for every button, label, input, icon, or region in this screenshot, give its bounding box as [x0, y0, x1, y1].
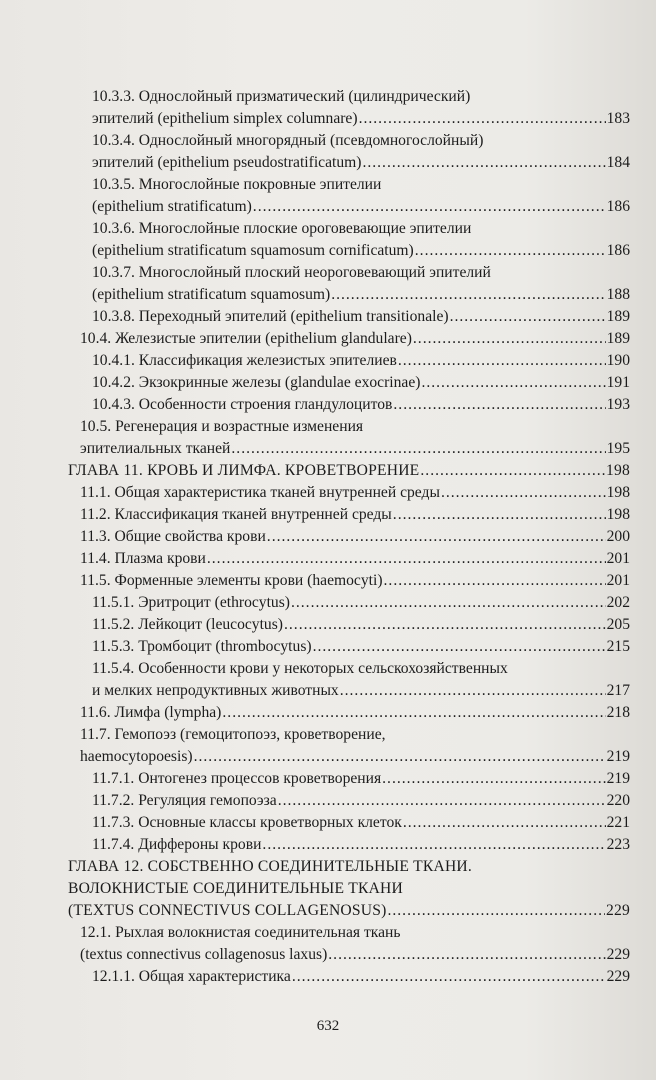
toc-entry-row: [80, 702, 630, 724]
toc-entry-title-line: 12.1.1. Общая характеристика: [92, 968, 291, 985]
toc-entry-title-line: 10.5. Регенерация и возрастные изменения: [80, 418, 364, 435]
toc-entry-row: [68, 460, 630, 482]
toc-entry-title-line: (TEXTUS CONNECTIVUS COLLAGENOSUS): [68, 902, 387, 919]
toc-entry-page-number: 221: [606, 814, 630, 831]
toc-entry-title-line: 10.4.3. Особенности строения гландулоцитов: [92, 396, 393, 413]
dot-leader: [403, 812, 606, 834]
dot-leader: [231, 438, 605, 460]
dot-leader: [328, 944, 605, 966]
page-number: 632: [316, 1018, 340, 1034]
toc-entry-page-number: 219: [606, 748, 630, 765]
toc-entry-title-line: 11.5. Форменные элементы крови (haemocyti): [80, 572, 383, 589]
toc-entry: [68, 658, 630, 702]
dot-leader: [359, 108, 606, 130]
toc-entry-page-number: 190: [606, 352, 630, 369]
toc-entry-page-number: 219: [606, 770, 630, 787]
toc-entry: [68, 702, 630, 724]
toc-entry-page-number: 189: [606, 308, 630, 325]
toc-entry-title-line: 10.4.2. Экзокринные железы (glandulae exocrinae): [92, 374, 421, 391]
toc-entry: [68, 724, 630, 768]
toc-entry: [68, 570, 630, 592]
dot-leader: [340, 680, 606, 702]
dot-leader: [393, 504, 606, 526]
toc-entry-title-line: 11.5.2. Лейкоцит (leucocytus): [92, 616, 283, 633]
toc-entry-title-line: 10.4.1. Классификация железистых эпителиев: [92, 352, 397, 369]
toc-entry-title-line: 10.3.4. Однослойный многорядный (псевдомногослойный): [92, 132, 484, 149]
dot-leader: [267, 526, 606, 548]
toc-entry-page-number: 201: [606, 550, 630, 567]
toc-entry-page-number: 183: [606, 110, 630, 127]
toc-entry-page-number: 195: [606, 440, 630, 457]
toc-entry: [68, 394, 630, 416]
toc-entry-title-line: 12.1. Рыхлая волокнистая соединительная ткань: [80, 924, 401, 941]
toc-entry-row: [92, 350, 630, 372]
toc-entry-row: [80, 526, 630, 548]
dot-leader: [393, 394, 605, 416]
toc-entry-row: [92, 834, 630, 856]
dot-leader: [331, 284, 605, 306]
dot-leader: [387, 900, 605, 922]
table-of-contents: [68, 86, 630, 988]
dot-leader: [292, 966, 606, 988]
toc-entry-page-number: 205: [606, 616, 630, 633]
toc-entry: [68, 768, 630, 790]
toc-entry-page-number: 202: [606, 594, 630, 611]
toc-entry-title-line: 11.7.4. Диффероны крови: [92, 836, 262, 853]
toc-entry: [68, 614, 630, 636]
toc-entry-page-number: 186: [606, 242, 630, 259]
toc-entry: [68, 174, 630, 218]
toc-entry-page-number: 220: [606, 792, 630, 809]
toc-entry-row: [80, 746, 630, 768]
dot-leader: [194, 746, 606, 768]
toc-entry-row: [92, 636, 630, 658]
toc-entry: [68, 966, 630, 988]
toc-chapter-entry: [68, 460, 630, 482]
toc-entry-page-number: 191: [606, 374, 630, 391]
toc-entry: [68, 306, 630, 328]
toc-entry-row: [92, 284, 630, 306]
toc-entry: [68, 548, 630, 570]
toc-entry: [68, 834, 630, 856]
toc-entry-row: [92, 768, 630, 790]
toc-entry: [68, 504, 630, 526]
dot-leader: [415, 240, 606, 262]
toc-entry-title-line: 11.2. Классификация тканей внутренней среды: [80, 506, 392, 523]
toc-entry-page-number: 189: [606, 330, 630, 347]
toc-entry-row: [92, 966, 630, 988]
toc-entry-title-line: 11.1. Общая характеристика тканей внутренней среды: [80, 484, 440, 501]
dot-leader: [262, 834, 605, 856]
toc-entry-row: [80, 482, 630, 504]
dot-leader: [421, 372, 605, 394]
toc-entry-title-line: 11.7.1. Онтогенез процессов кроветворения: [92, 770, 382, 787]
toc-entry-row: [92, 592, 630, 614]
toc-entry: [68, 526, 630, 548]
toc-entry-title-line: 10.3.7. Многослойный плоский неороговевающий эпителий: [92, 264, 491, 281]
dot-leader: [420, 460, 605, 482]
toc-entry-title-line: 10.3.5. Многослойные покровные эпителии: [92, 176, 382, 193]
toc-entry-page-number: 193: [606, 396, 630, 413]
toc-entry-page-number: 229: [606, 902, 630, 919]
toc-entry: [68, 812, 630, 834]
dot-leader: [450, 306, 606, 328]
toc-entry-title-line: 11.5.4. Особенности крови у некоторых сельскохозяйственных: [92, 660, 508, 677]
toc-entry: [68, 350, 630, 372]
toc-entry-page-number: 198: [606, 462, 630, 479]
toc-entry-title-line: 11.4. Плазма крови: [80, 550, 206, 567]
dot-leader: [278, 790, 606, 812]
toc-entry: [68, 592, 630, 614]
toc-entry-title-line: ГЛАВА 12. СОБСТВЕННО СОЕДИНИТЕЛЬНЫЕ ТКАНИ.: [68, 858, 472, 875]
toc-entry-title-line: (textus connectivus collagenosus laxus): [80, 946, 328, 963]
toc-chapter-entry: [68, 856, 630, 922]
toc-entry: [68, 372, 630, 394]
toc-entry: [68, 86, 630, 130]
toc-entry-row: [80, 548, 630, 570]
toc-entry-title-line: 11.6. Лимфа (lympha): [80, 704, 222, 721]
toc-entry-row: [92, 240, 630, 262]
toc-entry-title-line: (epithelium stratificatum squamosum): [92, 286, 331, 303]
toc-entry-page-number: 217: [606, 682, 630, 699]
toc-entry-row: [92, 812, 630, 834]
toc-entry-page-number: 186: [606, 198, 630, 215]
toc-entry-page-number: 215: [606, 638, 630, 655]
toc-entry-title-line: ВОЛОКНИСТЫЕ СОЕДИНИТЕЛЬНЫЕ ТКАНИ: [68, 880, 403, 897]
toc-entry-page-number: 229: [606, 968, 630, 985]
toc-entry-row: [92, 372, 630, 394]
toc-entry-title-line: эпителий (epithelium pseudostratificatum): [92, 154, 362, 171]
toc-entry-title-line: (epithelium stratificatum squamosum cornificatum): [92, 242, 414, 259]
toc-entry-row: [92, 680, 630, 702]
toc-entry-page-number: 188: [606, 286, 630, 303]
dot-leader: [362, 152, 605, 174]
dot-leader: [382, 768, 605, 790]
toc-entry-title-line: 10.3.6. Многослойные плоские ороговевающие эпителии: [92, 220, 472, 237]
toc-entry-title-line: 11.7.3. Основные классы кроветворных клеток: [92, 814, 402, 831]
toc-entry-row: [80, 504, 630, 526]
toc-entry-title-line: 11.3. Общие свойства крови: [80, 528, 266, 545]
dot-leader: [222, 702, 605, 724]
toc-entry-row: [92, 306, 630, 328]
toc-entry-title-line: ГЛАВА 11. КРОВЬ И ЛИМФА. КРОВЕТВОРЕНИЕ: [68, 462, 420, 479]
dot-leader: [207, 548, 606, 570]
toc-entry-page-number: 198: [606, 506, 630, 523]
toc-entry: [68, 416, 630, 460]
toc-entry-page-number: 200: [606, 528, 630, 545]
toc-entry-row: [92, 394, 630, 416]
toc-entry-title-line: 11.7.2. Регуляция гемопоэза: [92, 792, 277, 809]
toc-entry: [68, 328, 630, 350]
dot-leader: [384, 570, 606, 592]
toc-entry-title-line: и мелких непродуктивных животных: [92, 682, 339, 699]
toc-entry: [68, 482, 630, 504]
dot-leader: [413, 328, 606, 350]
toc-entry-title-line: 11.5.1. Эритроцит (ethrocytus): [92, 594, 290, 611]
toc-entry-page-number: 223: [606, 836, 630, 853]
toc-entry-row: [80, 438, 630, 460]
dot-leader: [291, 592, 606, 614]
dot-leader: [284, 614, 606, 636]
toc-entry: [68, 218, 630, 262]
toc-entry-title-line: 11.7. Гемопоэз (гемоцитопоэз, кроветворение,: [80, 726, 386, 743]
dot-leader: [441, 482, 606, 504]
toc-entry-title-line: haemocytopoesis): [80, 748, 193, 765]
toc-entry-title-line: эпителиальных тканей: [80, 440, 231, 457]
toc-entry-title-line: (epithelium stratificatum): [92, 198, 252, 215]
toc-entry-title-line: 10.3.8. Переходный эпителий (epithelium transitionale): [92, 308, 449, 325]
toc-entry-row: [80, 944, 630, 966]
toc-entry: [68, 636, 630, 658]
toc-entry-page-number: 201: [606, 572, 630, 589]
toc-entry: [68, 790, 630, 812]
toc-entry-row: [92, 614, 630, 636]
toc-entry: [68, 922, 630, 966]
toc-entry-page-number: 198: [606, 484, 630, 501]
toc-entry-page-number: 184: [606, 154, 630, 171]
toc-entry-title-line: 10.4. Железистые эпителии (epithelium glandulare): [80, 330, 412, 347]
toc-entry: [68, 262, 630, 306]
toc-entry-title-line: 11.5.3. Тромбоцит (thrombocytus): [92, 638, 312, 655]
toc-entry-page-number: 229: [606, 946, 630, 963]
toc-entry: [68, 130, 630, 174]
toc-entry-row: [92, 108, 630, 130]
dot-leader: [313, 636, 606, 658]
toc-entry-page-number: 218: [606, 704, 630, 721]
toc-entry-title-line: 10.3.3. Однослойный призматический (цилиндрический): [92, 88, 471, 105]
toc-entry-row: [80, 570, 630, 592]
dot-leader: [398, 350, 606, 372]
toc-entry-row: [80, 328, 630, 350]
dot-leader: [253, 196, 606, 218]
toc-entry-row: [92, 152, 630, 174]
toc-entry-row: [68, 900, 630, 922]
toc-entry-title-line: эпителий (epithelium simplex columnare): [92, 110, 358, 127]
toc-entry-row: [92, 196, 630, 218]
toc-entry-row: [92, 790, 630, 812]
